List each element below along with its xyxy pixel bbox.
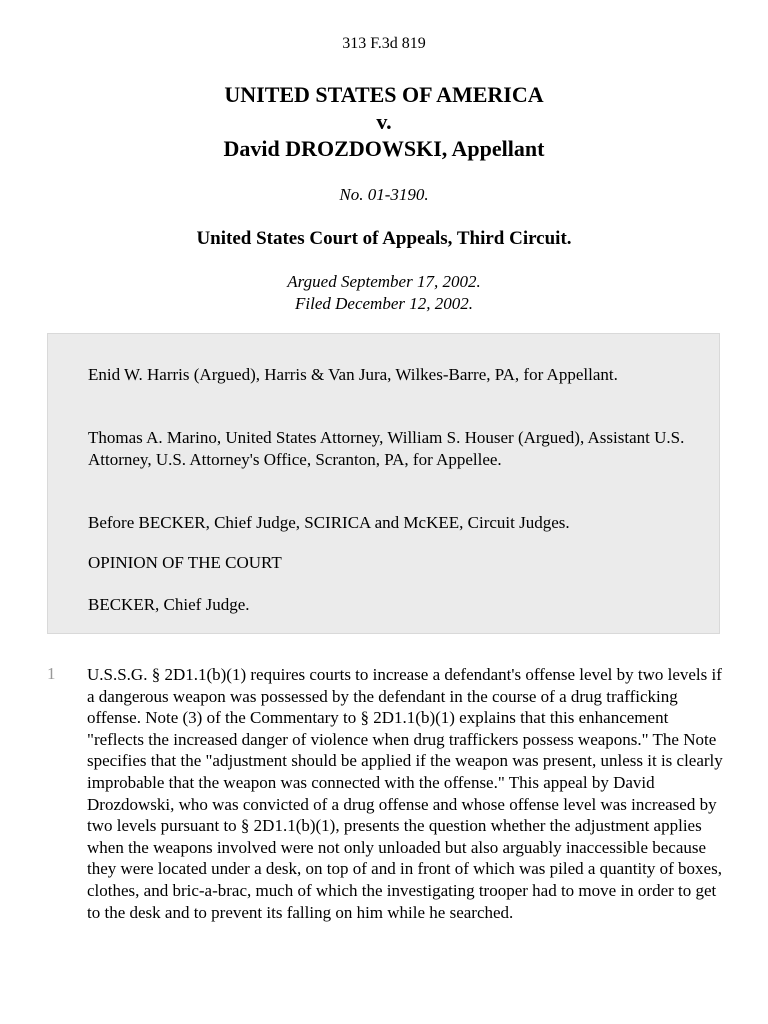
- argued-date: Argued September 17, 2002.: [287, 272, 481, 291]
- opinion-author: BECKER, Chief Judge.: [88, 595, 250, 614]
- case-citation: 313 F.3d 819: [342, 35, 426, 52]
- filed-date: Filed December 12, 2002.: [295, 294, 473, 313]
- panel-judges: Before BECKER, Chief Judge, SCIRICA and McKEE, Circuit Judges.: [88, 513, 570, 532]
- opinion-heading: OPINION OF THE COURT: [88, 553, 282, 572]
- appellant-counsel: Enid W. Harris (Argued), Harris & Van Jura, Wilkes-Barre, PA, for Appellant.: [88, 365, 618, 384]
- defendant-name: David DROZDOWSKI, Appellant: [223, 136, 545, 161]
- plaintiff-name: UNITED STATES OF AMERICA: [224, 82, 544, 107]
- versus-label: v.: [376, 109, 392, 134]
- court-name: United States Court of Appeals, Third Circuit.: [196, 228, 572, 249]
- docket-number: No. 01-3190.: [339, 185, 429, 204]
- counsel-block: [47, 333, 720, 634]
- paragraph-number: 1: [47, 664, 56, 683]
- appellee-counsel: Thomas A. Marino, United States Attorney, William S. Houser (Argued), Assistant U.S. Attorney, U.S. Attorney's Office, Scranton, PA, for Appellee.: [88, 428, 685, 469]
- case-dates: [0, 271, 768, 315]
- case-caption: [0, 81, 768, 162]
- paragraph-text: U.S.S.G. § 2D1.1(b)(1) requires courts to increase a defendant's offense level by two levels if a dangerous weapon was possessed by the defendant in the course of a drug trafficking offense. Note (3) of the Commentary to § 2D1.1(b)(1) explains that this enhancement "reflects the increased danger of violence when drug traffickers possess weapons." The Note specifies that the "adjustment should be applied if the weapon was present, unless it is clearly improbable that the weapon was connected with the offense." This appeal by David Drozdowski, who was convicted of a drug offense and whose offense level was increased by two levels pursuant to § 2D1.1(b)(1), presents the question whether the adjustment applies when the weapons involved were not only unloaded but also arguably inaccessible because they were located under a desk, on top of and in front of which was piled a quantity of boxes, clothes, and bric-a-brac, much of which the investigating trooper had to move in order to get to the desk and to prevent its falling on him while he searched.: [87, 665, 723, 922]
